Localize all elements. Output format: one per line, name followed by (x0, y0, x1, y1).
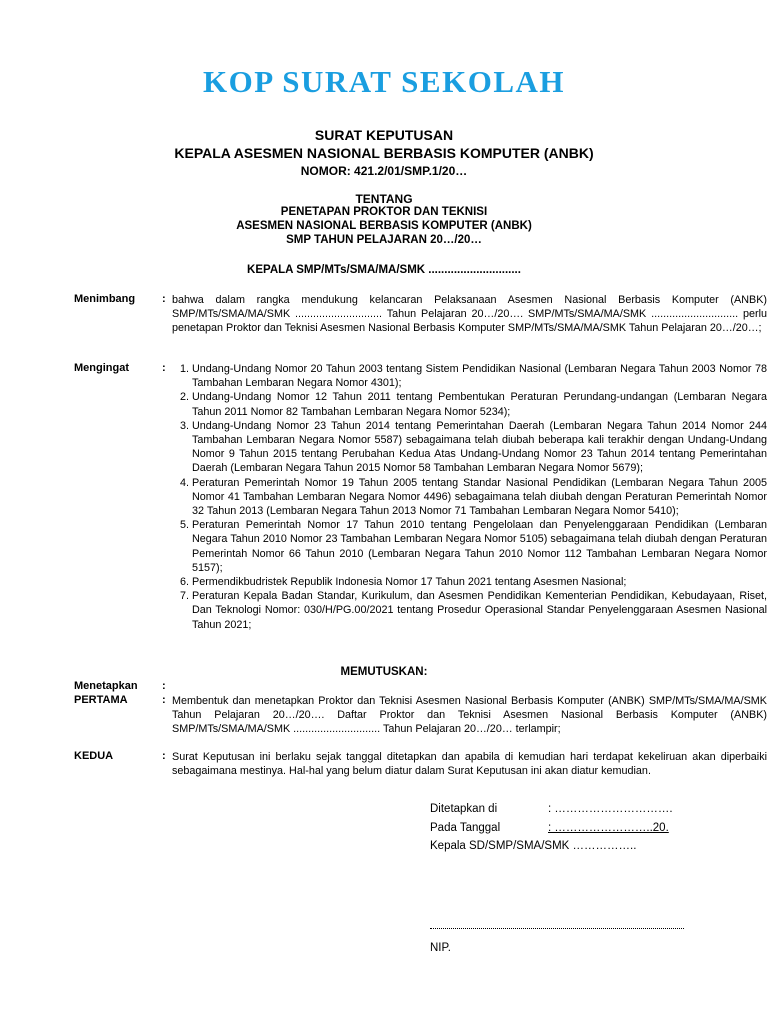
pertama-text: Membentuk dan menetapkan Proktor dan Teknisi Asesmen Nasional Berbasis Komputer (ANBK) SMP/MTs/SMA/MA/SMK Tahun Pelajaran 20…/20…. Daftar Proktor dan Teknisi Asesmen Nasional Berbasis Komputer (ANBK) SMP/MTs/SMA/MA/SMK ............................. Tahun Pelajaran 20…/20… terlampir; (172, 695, 767, 736)
tanggal-row (430, 822, 669, 834)
signature-line (430, 928, 684, 929)
about-heading: TENTANG (355, 192, 413, 206)
list-item: 5. Peraturan Pemerintah Nomor 17 Tahun 2010 tentang Pengelolaan dan Penyelenggaraan Pendidikan (Lembaran Negara Tahun 2010 Nomor 23 Tambahan Lembaran Negara Nomor 5105) sebagaimana telah diubah dengan Peraturan Pemerintah Nomor 66 Tahun 2010 (Lembaran Negara Tahun 2010 Nomor 112 Tambahan Lembaran Negara Nomor 5157); (192, 518, 767, 575)
ditetapkan-label: Ditetapkan di (430, 803, 498, 815)
list-item: 2. Undang-Undang Nomor 12 Tahun 2011 tentang Pembentukan Peraturan Perundang-undangan (Lembaran Negara Tahun 2011 Nomor 82 Tambahan Lembaran Negara Nomor 5234); (192, 390, 767, 418)
kepala-sekolah-line: Kepala SD/SMP/SMA/SMK …………….. (430, 840, 637, 852)
list-item: 6. Permendikbudristek Republik Indonesia Nomor 17 Tahun 2021 tentang Asesmen Nasional; (192, 575, 767, 589)
decree-subtitle: KEPALA ASESMEN NASIONAL BERBASIS KOMPUTER (ANBK) (174, 145, 594, 161)
kedua-colon: : (162, 750, 166, 762)
principal-line: KEPALA SMP/MTs/SMA/MA/SMK ............................. (247, 264, 521, 276)
memutuskan-heading: MEMUTUSKAN: (340, 666, 428, 678)
subject-line-3: SMP TAHUN PELAJARAN 20…/20… (286, 234, 482, 246)
list-item: 7. Peraturan Kepala Badan Standar, Kurikulum, dan Asesmen Pendidikan Kementerian Pendidikan, Kebudayaan, Riset, Dan Teknologi Nomor: 030/H/PG.00/2021 tentang Prosedur Operasional Standar Penyelenggaraan Asesmen Nasional Tahun 2021; (192, 589, 767, 632)
menimbang-label: Menimbang (74, 293, 136, 305)
tanggal-label: Pada Tanggal (430, 822, 501, 834)
kedua-text: Surat Keputusan ini berlaku sejak tanggal ditetapkan dan apabila di kemudian hari terdapat kekeliruan akan diperbaiki sebagaimana mestinya. Hal-hal yang belum diatur dalam Surat Keputusan ini akan diatur kemudian. (172, 751, 767, 778)
tanggal-value: : ……………………..20. (548, 822, 669, 834)
ditetapkan-row (430, 803, 673, 815)
menimbang-colon: : (162, 293, 166, 305)
decree-number: NOMOR: 421.2/01/SMP.1/20… (300, 164, 468, 178)
mengingat-label: Mengingat (74, 362, 129, 374)
mengingat-list (172, 362, 767, 632)
menetapkan-label: Menetapkan (74, 680, 138, 692)
list-item: 1. Undang-Undang Nomor 20 Tahun 2003 tentang Sistem Pendidikan Nasional (Lembaran Negara Tahun 2003 Nomor 78 Tambahan Lembaran Negara Nomor 4301); (192, 362, 767, 390)
menetapkan-colon: : (162, 680, 166, 692)
decree-title: SURAT KEPUTUSAN (314, 127, 454, 143)
pertama-label: PERTAMA (74, 694, 128, 706)
list-item: 4. Peraturan Pemerintah Nomor 19 Tahun 2005 tentang Standar Nasional Pendidikan (Lembaran Negara Tahun 2005 Nomor 41 Tambahan Lembaran Negara Nomor 4496) sebagaimana telah diubah dengan Peraturan Pemerintah Nomor 32 Tahun 2013 (Lembaran Negara Tahun 2013 Nomor 71 Tambahan Lembaran Negara Nomor 5410); (192, 476, 767, 519)
letterhead-title: KOP SURAT SEKOLAH (203, 64, 565, 99)
mengingat-colon: : (162, 362, 166, 374)
list-item: 3. Undang-Undang Nomor 23 Tahun 2014 tentang Pemerintahan Daerah (Lembaran Negara Tahun 2014 Nomor 244 Tambahan Lembaran Negara Nomor 5587) sebagaimana telah diubah beberapa kali terakhir dengan Undang-Undang Nomor 9 Tahun 2015 tentang Perubahan Kedua Atas Undang-Undang Nomor 23 Tahun 2014 tentang Pemerintahan Daerah (Lembaran Negara Tahun 2015 Nomor 58 Tambahan Lembaran Negara Nomor 5679); (192, 419, 767, 476)
pertama-colon: : (162, 694, 166, 706)
menimbang-text: bahwa dalam rangka mendukung kelancaran Pelaksanaan Asesmen Nasional Berbasis Komputer (ANBK) SMP/MTs/SMA/MA/SMK ............................. Tahun Pelajaran 20…/20…. SMP/MTs/SMA/MA/SMK ............................. perlu penetapan Proktor dan Teknisi Asesmen Nasional Berbasis Komputer SMP/MTs/SMA/MA/SMK Tahun Pelajaran 20…/20…; (172, 294, 767, 335)
ditetapkan-value: : …………………………. (548, 803, 673, 815)
subject-line-1: PENETAPAN PROKTOR DAN TEKNISI (280, 206, 488, 218)
subject-line-2: ASESMEN NASIONAL BERBASIS KOMPUTER (ANBK) (236, 220, 532, 232)
nip-label: NIP. (430, 942, 451, 954)
mengingat-list-wrap (172, 362, 767, 632)
kedua-label: KEDUA (74, 750, 114, 762)
